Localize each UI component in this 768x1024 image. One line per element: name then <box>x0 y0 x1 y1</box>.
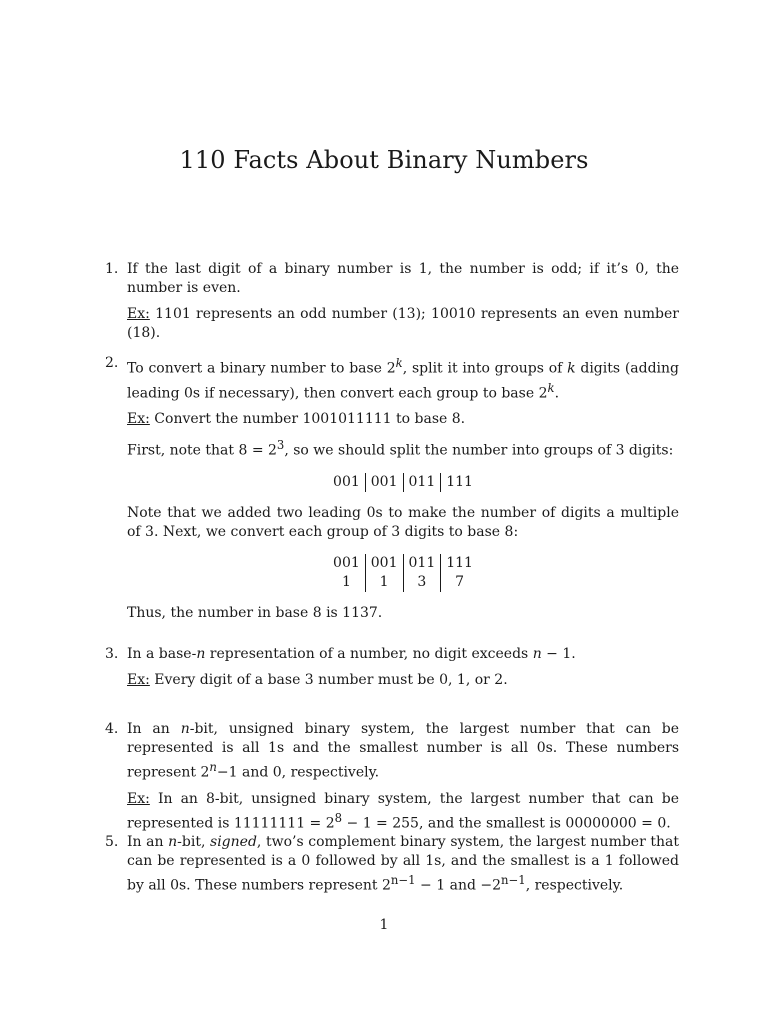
converted-digit: 7 <box>441 573 478 592</box>
fact-5 <box>105 833 679 903</box>
fact-result: Thus, the number in base 8 is 1137. <box>127 604 383 621</box>
converted-digit: 3 <box>403 573 441 592</box>
conversion-table <box>127 554 679 592</box>
example-label: Ex: <box>127 672 150 688</box>
fact-step-2: Note that we added two leading 0s to make the number of digits a multiple of 3. Next, we convert each group of 3 digits to base 8: <box>127 504 679 540</box>
fact-text: In an n-bit, unsigned binary system, the largest number that can be represented is all 1s and the smallest number is all 0s. These numbers represent $2^n-1$ and 0, respectively. <box>127 721 679 781</box>
document-title: 110 Facts About Binary Numbers <box>179 146 589 174</box>
digit-group: 001 <box>365 473 403 492</box>
fact-3 <box>105 645 679 697</box>
fact-text: In a base-n representation of a number, no digit exceeds n − 1. <box>127 646 576 662</box>
fact-4 <box>105 720 679 840</box>
converted-digit: 1 <box>365 573 403 592</box>
fact-text: If the last digit of a binary number is 1, the number is odd; if it’s 0, the number is even. <box>127 261 679 296</box>
fact-2 <box>105 354 679 630</box>
fact-number: 1. <box>105 261 119 277</box>
digit-group: 001 <box>365 554 403 573</box>
digit-groups <box>127 473 679 492</box>
example-label: Ex: <box>127 790 150 807</box>
digit-group: 001 <box>333 473 360 490</box>
digit-group: 111 <box>441 554 478 573</box>
fact-number: 5. <box>105 834 119 850</box>
digit-group: 001 <box>333 554 360 571</box>
digit-group: 011 <box>403 473 441 492</box>
digit-group: 011 <box>403 554 441 573</box>
fact-example: Ex: Convert the number 1001011111 to base 8. <box>127 411 466 428</box>
fact-number: 3. <box>105 646 119 662</box>
example-label: Ex: <box>127 306 150 322</box>
fact-number: 2. <box>105 355 119 371</box>
page-number: 1 <box>379 917 389 933</box>
fact-text: To convert a binary number to base 2$^k$, split it into groups of k digits (adding leading 0s if necessary), then convert each group to base 2$^k$. <box>127 356 680 402</box>
fact-step-1: First, note that $8 = 2^3$, so we should split the number into groups of 3 digits: <box>127 438 674 459</box>
fact-example: Ex: 1101 represents an odd number (13); 10010 represents an even number (18). <box>127 306 679 341</box>
fact-example: Ex: Every digit of a base 3 number must be 0, 1, or 2. <box>127 672 508 688</box>
fact-text: In an n-bit, signed, two’s complement binary system, the largest number that can be represented is a 0 followed by all 1s, and the smallest is a 1 followed by all 0s. These numbers represent $2^{n-1} - 1$ and $-2^{n-1}$, respectively. <box>127 834 680 894</box>
digit-group: 111 <box>440 473 478 492</box>
fact-number: 4. <box>105 721 119 737</box>
converted-digit: 1 <box>341 573 351 590</box>
example-label: Ex: <box>127 411 150 428</box>
fact-1 <box>105 260 679 350</box>
fact-example: Ex: In an 8-bit, unsigned binary system, the largest number that can be represented is $11111111 = 2^8 - 1 = 255$, and the smallest is 00000000 = 0. <box>127 790 679 832</box>
